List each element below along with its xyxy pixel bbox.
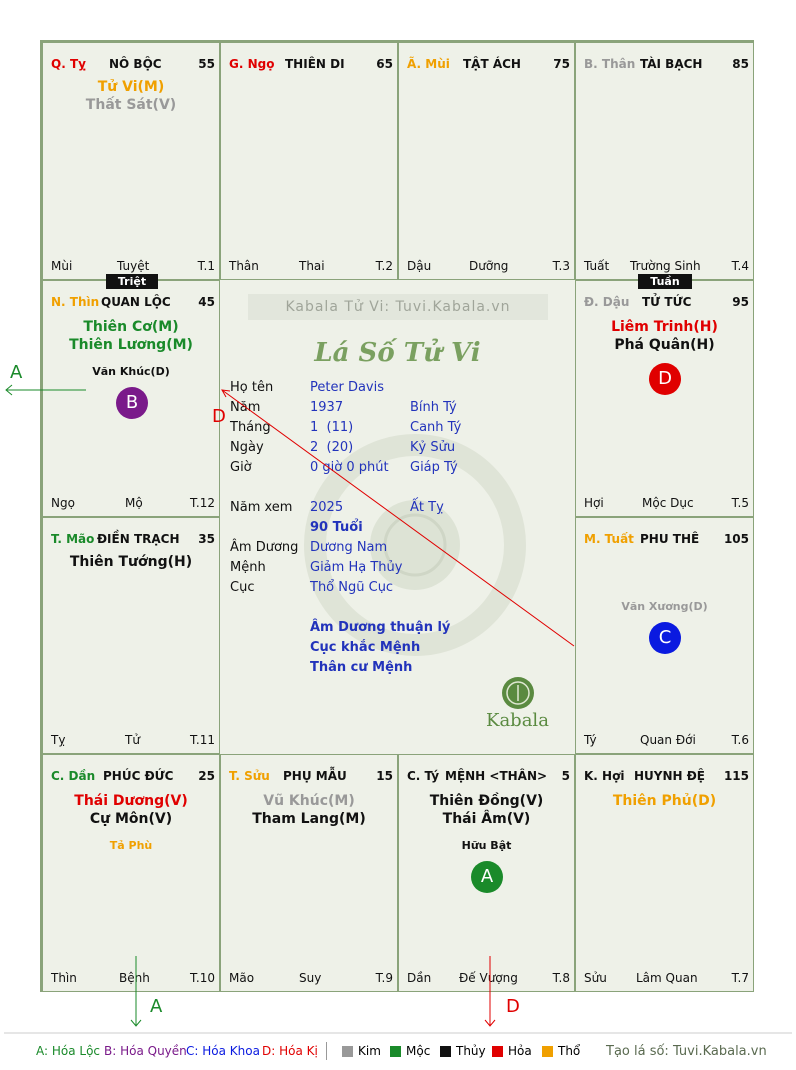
hoa-quyen-marker: B [116, 387, 148, 419]
palace-foot-stage: Đế Vượng [459, 971, 518, 985]
palace-age: 65 [376, 57, 393, 71]
info-nam-xem: 2025 [310, 500, 344, 515]
palace-foot-month: T.7 [731, 971, 749, 985]
info-thang-label: Tháng [230, 420, 271, 435]
major-star: Thiên Cơ(M) [83, 319, 179, 335]
swatch-tho [542, 1046, 553, 1057]
legend-tho: Thổ [558, 1044, 581, 1058]
arrow-label-a-bottom: A [150, 996, 163, 1017]
info-note: Cục khắc Mệnh [310, 640, 421, 655]
legend-moc: Mộc [406, 1044, 431, 1058]
palace-foot-stage: Thai [299, 259, 325, 273]
palace-branch: Đ. Dậu [584, 295, 630, 309]
minor-star: Hữu Bật [461, 839, 512, 852]
palace-foot-stage: Bệnh [119, 971, 150, 985]
major-star: Thất Sát(V) [85, 97, 177, 113]
palace-branch: G. Ngọ [229, 57, 275, 71]
palace-foot-stage: Dưỡng [469, 259, 509, 273]
info-cuc: Thổ Ngũ Cục [310, 580, 394, 595]
legend-divider [326, 1042, 327, 1060]
palace-age: 15 [376, 769, 393, 783]
palace-foot-branch: Ngọ [51, 496, 75, 510]
palace-foot-branch: Dậu [407, 259, 432, 273]
swatch-kim [342, 1046, 353, 1057]
palace-branch: K. Hợi [584, 769, 625, 783]
info-am-duong: Dương Nam [310, 540, 388, 555]
palace-branch: C. Dần [51, 769, 96, 783]
palace-foot-branch: Thân [229, 259, 259, 273]
palace-age: 45 [198, 295, 215, 309]
info-thang: 1 (11) [310, 420, 354, 435]
palace-foot-month: T.5 [731, 496, 749, 510]
info-ngay-label: Ngày [230, 440, 264, 455]
palace-branch: Ã. Mùi [407, 57, 450, 71]
palace-foot-month: T.6 [731, 733, 749, 747]
major-star: Phá Quân(H) [614, 337, 715, 353]
swatch-moc [390, 1046, 401, 1057]
palace-branch: Q. Tỵ [51, 57, 86, 71]
major-star: Tham Lang(M) [252, 811, 366, 827]
palace-foot-branch: Tỵ [51, 733, 66, 747]
info-nam-label: Năm [230, 400, 261, 415]
palace-foot-month: T.2 [375, 259, 393, 273]
palace-name: NÔ BỘC [109, 57, 162, 71]
info-note: Thân cư Mệnh [310, 660, 413, 675]
info-tuoi: 90 Tuổi [310, 520, 363, 535]
palace-foot-stage: Mộc Dục [642, 496, 694, 510]
info-ho-ten-label: Họ tên [230, 380, 274, 395]
info-nam: 1937 [310, 400, 344, 415]
palace-foot-stage: Mộ [125, 496, 143, 510]
palace-foot-month: T.8 [552, 971, 570, 985]
palace-name: MỆNH <THÂN> [445, 769, 548, 783]
major-star: Cự Môn(V) [89, 811, 173, 827]
palace-name: TẬT ÁCH [463, 57, 521, 71]
palace-foot-branch: Hợi [584, 496, 604, 510]
palace-age: 95 [732, 295, 749, 309]
legend-hoa-ki: D: Hóa Kị [262, 1044, 318, 1058]
palace-foot-stage: Tuyệt [117, 259, 150, 273]
major-star: Thiên Tướng(H) [69, 554, 193, 570]
site-credit: Tạo lá số: Tuvi.Kabala.vn [606, 1044, 767, 1059]
legend-kim: Kim [358, 1044, 381, 1058]
palace-name: PHÚC ĐỨC [103, 769, 174, 783]
palace-branch: N. Thìn [51, 295, 100, 309]
info-gio-can: Giáp Tý [410, 460, 458, 475]
palace-foot-branch: Tuất [584, 259, 610, 273]
major-star: Thiên Phủ(D) [612, 793, 717, 809]
palace-foot-month: T.4 [731, 259, 749, 273]
major-star: Thiên Đồng(V) [429, 793, 544, 809]
palace-foot-branch: Mùi [51, 259, 73, 273]
legend-thuy: Thủy [456, 1044, 486, 1058]
palace-foot-stage: Lâm Quan [636, 971, 698, 985]
palace-name: PHU THÊ [640, 532, 700, 546]
palace-foot-stage: Tử [125, 733, 140, 747]
minor-star: Văn Khúc(D) [92, 365, 170, 378]
info-note: Âm Dương thuận lý [310, 620, 451, 635]
palace-foot-month: T.12 [190, 496, 215, 510]
palace-name: ĐIỀN TRẠCH [97, 532, 180, 546]
minor-star: Tả Phù [109, 839, 153, 852]
info-ho-ten: Peter Davis [310, 380, 385, 395]
info-gio: 0 giờ 0 phút [310, 460, 389, 475]
palace-name: THIÊN DI [285, 57, 345, 71]
legend-hoa: Hỏa [508, 1044, 532, 1058]
major-star: Tử Vi(M) [97, 79, 165, 95]
chart-title: Lá Số Tử Vi [314, 338, 481, 368]
swatch-thuy [440, 1046, 451, 1057]
swatch-hoa [492, 1046, 503, 1057]
palace-branch: T. Sửu [229, 769, 270, 783]
palace-name: PHỤ MẪU [283, 769, 347, 783]
kabala-logo-text: Kabala [486, 710, 549, 731]
palace-branch: B. Thân [584, 57, 636, 71]
palace-foot-branch: Thìn [51, 971, 77, 985]
major-star: Thái Âm(V) [442, 811, 531, 827]
palace-foot-stage: Trường Sinh [630, 259, 701, 273]
palace-name: TÀI BẠCH [640, 57, 703, 71]
palace-age: 5 [561, 769, 570, 783]
palace-branch: T. Mão [51, 532, 95, 546]
palace-foot-month: T.9 [375, 971, 393, 985]
legend-hoa-loc: A: Hóa Lộc [36, 1044, 101, 1058]
major-star: Liêm Trinh(H) [611, 319, 718, 335]
info-ngay: 2 (20) [310, 440, 354, 455]
hoa-ki-marker: D [649, 363, 681, 395]
palace-foot-branch: Dần [407, 971, 432, 985]
palace-foot-month: T.11 [190, 733, 215, 747]
palace-branch: C. Tý [407, 769, 440, 783]
palace-foot-stage: Quan Đới [640, 733, 696, 747]
palace-name: TỬ TỨC [642, 295, 692, 309]
palace-foot-month: T.10 [190, 971, 215, 985]
major-star: Vũ Khúc(M) [263, 793, 355, 809]
palace-foot-month: T.3 [552, 259, 570, 273]
info-nam-xem-label: Năm xem [230, 500, 293, 515]
info-gio-label: Giờ [230, 460, 252, 475]
palace-age: 105 [723, 532, 749, 546]
palace-age: 55 [198, 57, 215, 71]
legend-hoa-khoa: C: Hóa Khoa [186, 1044, 260, 1058]
palace-age: 85 [732, 57, 749, 71]
arrow-label-d-left: D [212, 406, 226, 427]
info-menh: Giảm Hạ Thủy [310, 560, 403, 575]
palace-branch: M. Tuất [584, 532, 634, 546]
info-am-duong-label: Âm Dương [230, 540, 299, 555]
palace-age: 35 [198, 532, 215, 546]
tuan-tag: Tuần [638, 274, 692, 289]
arrow-label-a-left: A [10, 362, 23, 383]
triet-tag: Triệt [106, 274, 158, 289]
major-star: Thiên Lương(M) [69, 337, 193, 353]
site-watermark: Kabala Tử Vi: Tuvi.Kabala.vn [248, 294, 548, 320]
palace-foot-branch: Sửu [584, 971, 607, 985]
palace-age: 25 [198, 769, 215, 783]
major-star: Thái Dương(V) [74, 793, 188, 809]
palace-age: 115 [723, 769, 749, 783]
legend-hoa-quyen: B: Hóa Quyền [104, 1044, 187, 1058]
palace-name: HUYNH ĐỆ [634, 769, 705, 783]
palace-foot-branch: Tý [584, 733, 597, 747]
palace-foot-month: T.1 [197, 259, 215, 273]
info-nam-can: Bính Tý [410, 400, 457, 415]
info-thang-can: Canh Tý [410, 420, 462, 435]
palace-foot-stage: Suy [299, 971, 322, 985]
info-nam-xem-can: Ất Tỵ [410, 500, 444, 515]
hoa-khoa-marker: C [649, 622, 681, 654]
info-ngay-can: Kỷ Sửu [410, 440, 456, 455]
minor-star: Văn Xương(D) [621, 600, 708, 613]
info-cuc-label: Cục [230, 580, 255, 595]
palace-foot-branch: Mão [229, 971, 255, 985]
info-menh-label: Mệnh [230, 560, 266, 575]
hoa-loc-marker: A [471, 861, 503, 893]
palace-name: QUAN LỘC [101, 295, 171, 309]
palace-age: 75 [553, 57, 570, 71]
arrow-label-d-bottom: D [506, 996, 520, 1017]
